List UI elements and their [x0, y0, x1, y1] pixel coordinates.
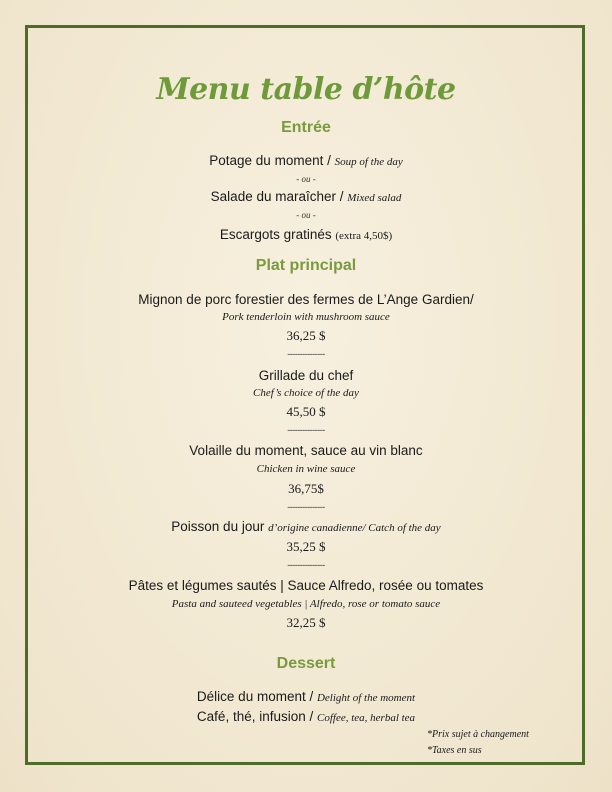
- footnote-taxes: *Taxes en sus: [427, 745, 482, 756]
- plat-divider-1: ---------------: [287, 349, 325, 359]
- entree-item-1: [0, 153, 612, 168]
- dessert-item-2-en: Coffee, tea, herbal tea: [317, 712, 416, 724]
- plat-item-2-en: Chef’s choice of the day: [253, 387, 359, 399]
- dessert-item-1-fr: Délice du moment /: [196, 689, 317, 704]
- entree-separator-2: - ou -: [296, 210, 316, 220]
- section-heading-entree: Entrée: [281, 119, 331, 136]
- plat-divider-2: ---------------: [287, 425, 325, 435]
- dessert-item-2-fr: Café, thé, infusion /: [196, 709, 317, 724]
- plat-item-3-price: 36,75$: [288, 481, 324, 496]
- plat-divider-4: ---------------: [287, 560, 325, 570]
- plat-item-4-en: d’origine canadienne/ Catch of the day: [268, 522, 441, 534]
- entree-item-2: [0, 189, 612, 204]
- menu-title: Menu table d’hôte: [156, 72, 456, 107]
- section-heading-dessert: Dessert: [276, 655, 336, 672]
- dessert-item-2: [0, 709, 612, 724]
- entree-separator-1: - ou -: [296, 174, 316, 184]
- entree-item-2-fr: Salade du maraîcher /: [210, 189, 348, 204]
- plat-item-3-en: Chicken in wine sauce: [256, 463, 356, 475]
- entree-item-3-extra: (extra 4,50$): [335, 230, 393, 242]
- plat-item-1-price: 36,25 $: [286, 328, 326, 343]
- footnotes: [427, 727, 529, 759]
- entree-item-3-fr: Escargots gratinés: [219, 227, 336, 242]
- entree-item-3: [0, 227, 612, 242]
- dessert-item-1: [0, 689, 612, 704]
- section-heading-plat-principal: Plat principal: [255, 257, 357, 274]
- plat-item-5-fr: Pâtes et légumes sautés | Sauce Alfredo, rosée ou tomates: [128, 578, 484, 593]
- entree-item-2-en: Mixed salad: [347, 192, 402, 204]
- plat-item-5-en: Pasta and sauteed vegetables | Alfredo, rose or tomato sauce: [171, 598, 441, 610]
- footnote-price-change: *Prix sujet à changement: [427, 729, 529, 740]
- plat-item-1-fr: Mignon de porc forestier des fermes de L’Ange Gardien/: [138, 292, 474, 307]
- dessert-item-1-en: Delight of the moment: [316, 692, 416, 704]
- plat-item-1-en: Pork tenderloin with mushroom sauce: [222, 311, 390, 323]
- plat-divider-3: ---------------: [287, 502, 325, 512]
- plat-item-4: [0, 519, 612, 534]
- plat-item-4-price: 35,25 $: [286, 539, 326, 554]
- entree-item-1-en: Soup of the day: [334, 156, 403, 168]
- plat-item-5-price: 32,25 $: [286, 615, 326, 630]
- plat-item-2-fr: Grillade du chef: [258, 368, 354, 383]
- plat-item-3-fr: Volaille du moment, sauce au vin blanc: [189, 443, 423, 458]
- plat-item-4-fr: Poisson du jour: [171, 519, 269, 534]
- entree-item-1-fr: Potage du moment /: [209, 153, 335, 168]
- plat-item-2-price: 45,50 $: [286, 404, 326, 419]
